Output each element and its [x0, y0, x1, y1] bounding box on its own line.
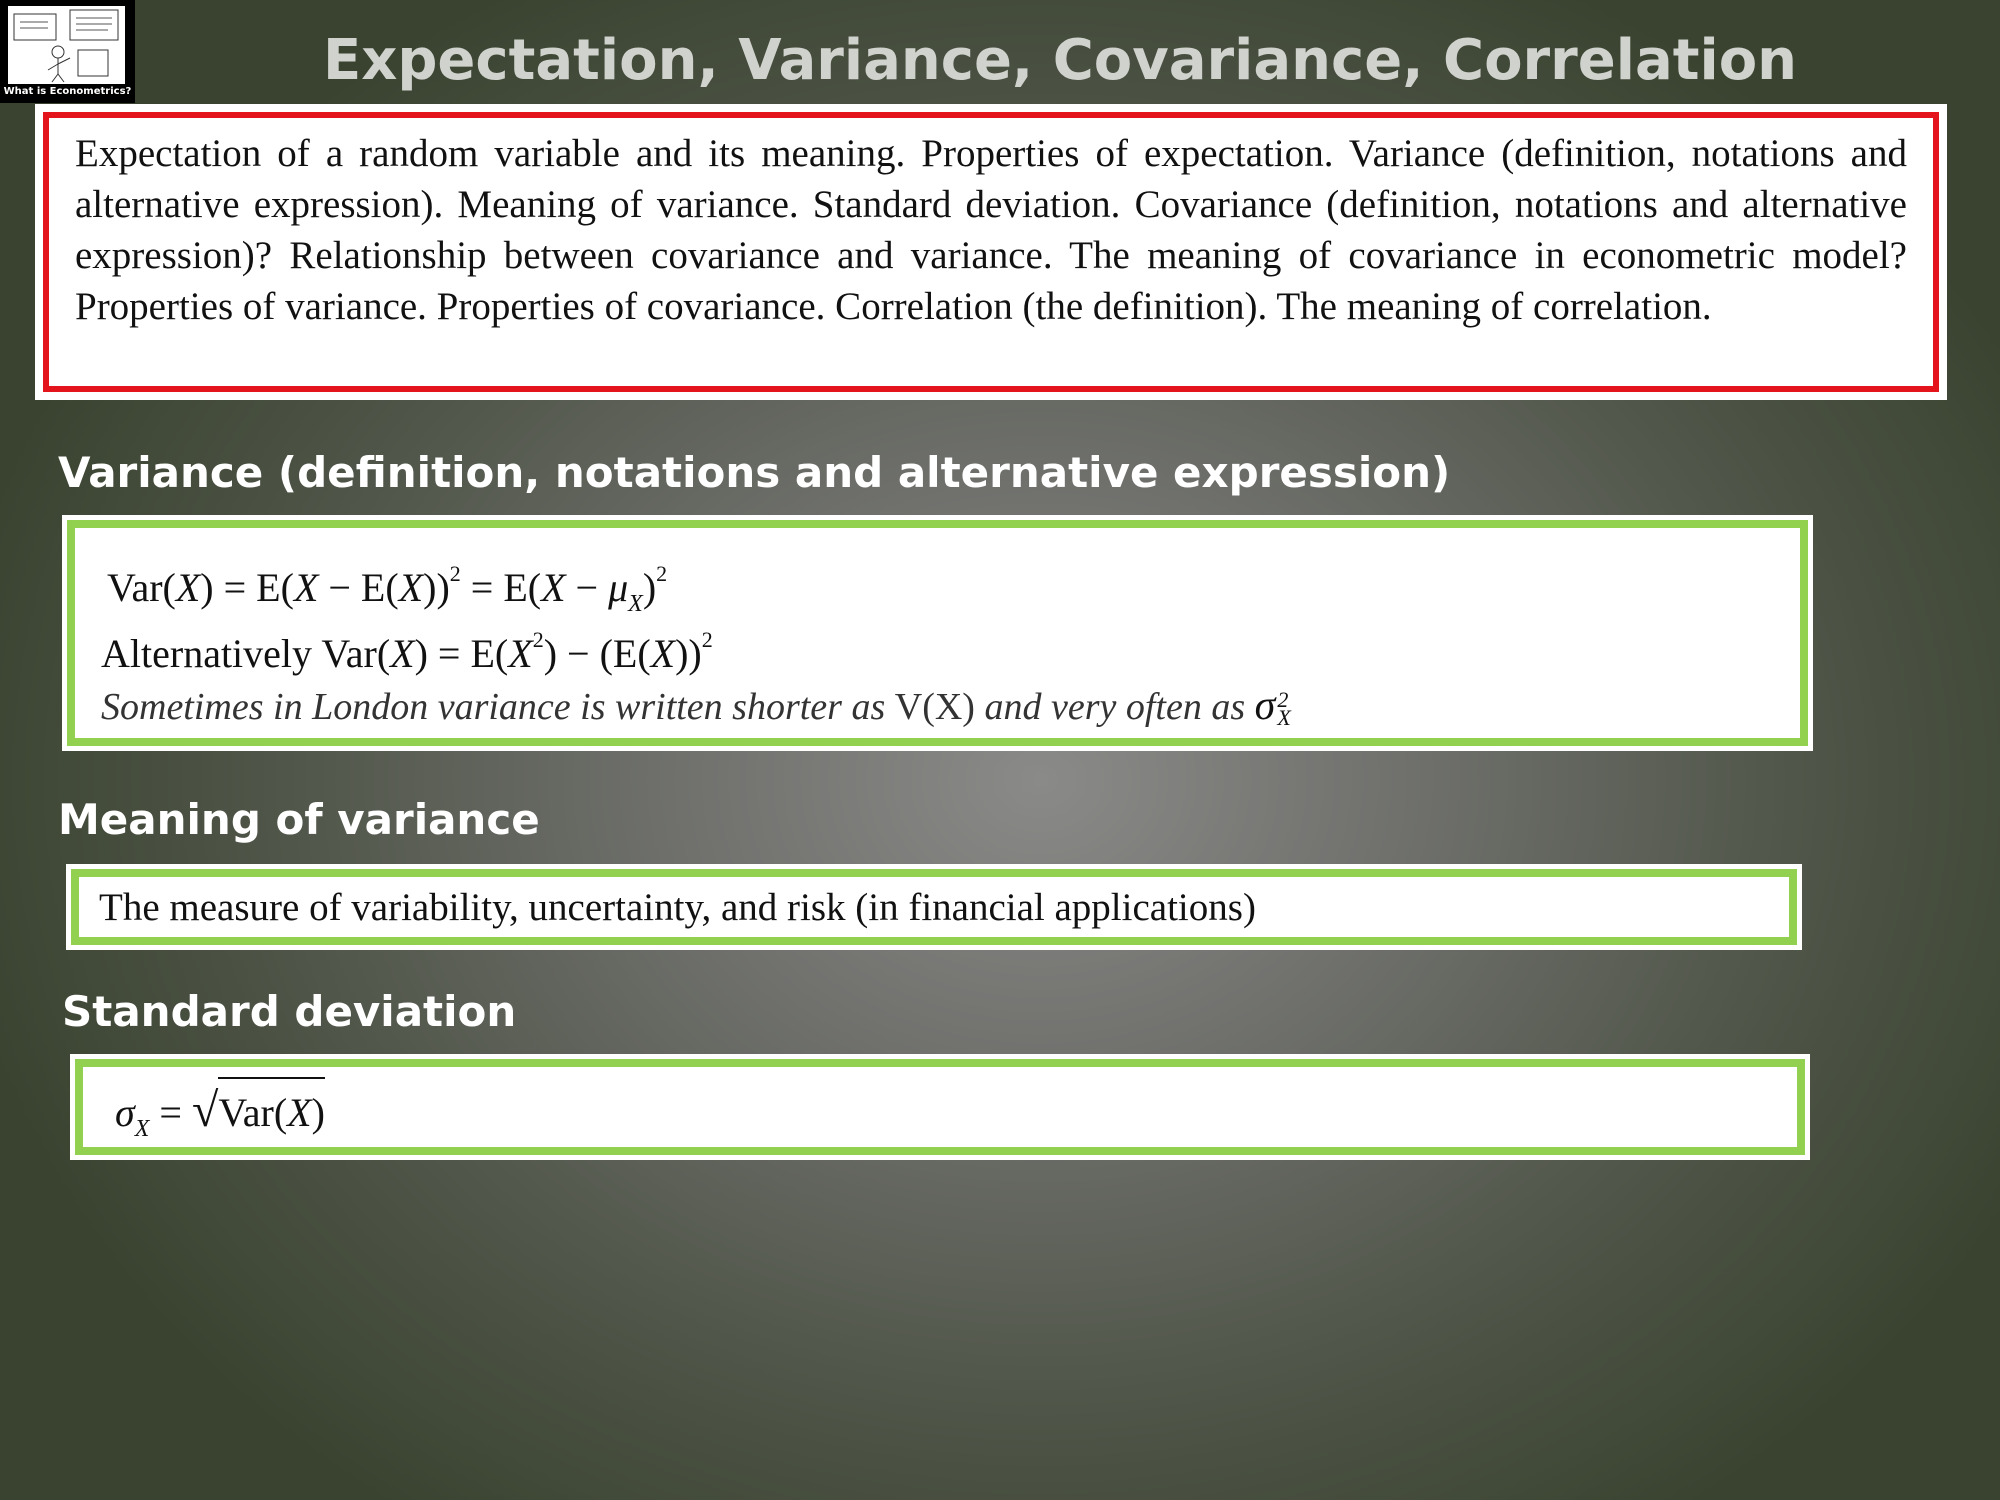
sigma-squared-symbol: σ 2 X	[1254, 683, 1291, 731]
variance-notation-note	[101, 674, 1800, 738]
note-vx: V(X)	[894, 686, 975, 728]
logo	[0, 0, 135, 103]
topics-box	[35, 104, 1947, 400]
cartoon-image	[8, 6, 125, 84]
meaning-box	[66, 864, 1802, 950]
std-heading: Standard deviation	[62, 987, 517, 1036]
variance-heading: Variance (definition, notations and alternative expression)	[58, 448, 1451, 497]
note-prefix: Sometimes in London variance is written shorter as	[101, 686, 886, 728]
std-formula: $\sigma_X = √Var(X)$	[115, 1077, 1797, 1161]
note-mid: and very often as	[984, 686, 1246, 728]
meaning-heading: Meaning of variance	[58, 795, 540, 844]
variance-alternative-formula: Alternatively $Var(X) = E(X^2) - (E(X))^2$	[101, 627, 713, 676]
meaning-text: The measure of variability, uncertainty, and risk (in financial applications)	[99, 886, 1256, 929]
std-box	[70, 1054, 1810, 1160]
page-title: Expectation, Variance, Covariance, Correlation	[322, 28, 1798, 93]
variance-box	[62, 515, 1813, 751]
topics-text: Expectation of a random variable and its meaning. Properties of expectation. Variance (definition, notations and alternative expression). Meaning of variance. Standard deviation. Covariance (definition, notations and alternative expression)? Relationship between covariance and variance. The meaning of covariance in econometric model? Properties of variance. Properties of covariance. Correlation (the definition). The meaning of correlation.	[43, 112, 1939, 392]
alternatively-label: Alternatively	[101, 631, 313, 676]
variance-definition-formula: $Var(X) = E(X - E(X))^2 = E(X - \mu_X)^2$	[107, 561, 668, 617]
logo-caption: What is Econometrics?	[3, 86, 132, 97]
